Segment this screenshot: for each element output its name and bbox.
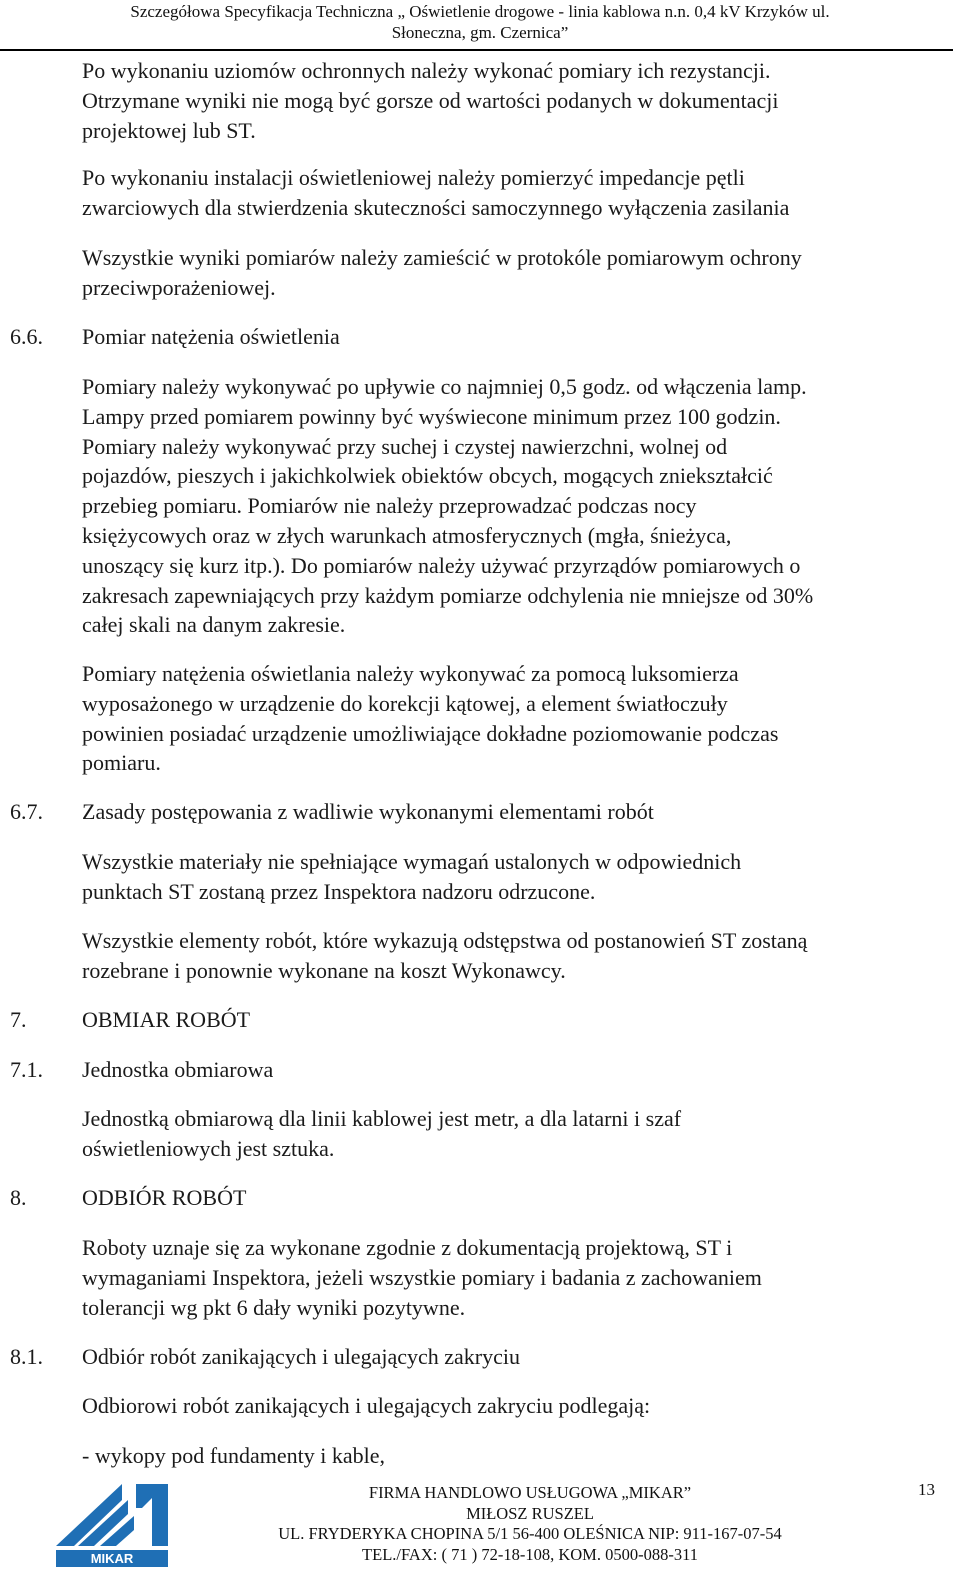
paragraph-odbior: Roboty uznaje się za wykonane zgodnie z dokumentacją projektową, ST i wymaganiami Inspektora, jeżeli wszystkie pomiary i badania z zachowaniem tolerancji wg pkt 6 dały wyniki pozytywne. <box>82 1235 762 1320</box>
paragraph-jednostka: Jednostką obmiarową dla linii kablowej jest metr, a dla latarni i szaf oświetleniowych jest sztuka. <box>82 1106 682 1161</box>
section-number-7: 7. <box>10 1007 27 1032</box>
section-title-7-1: Jednostka obmiarowa <box>82 1057 274 1082</box>
section-title-8-1: Odbiór robót zanikających i ulegających zakryciu <box>82 1344 520 1369</box>
footer-owner: MIŁOSZ RUSZEL <box>466 1503 594 1523</box>
page-header <box>0 0 960 52</box>
footer-company-name: FIRMA HANDLOWO USŁUGOWA „MIKAR” <box>368 1483 692 1502</box>
footer-phone: TEL./FAX: ( 71 ) 72-18-108, KOM. 0500-088-311 <box>362 1544 698 1564</box>
paragraph-protokol: Wszystkie wyniki pomiarów należy zamieścić w protokóle pomiarowym ochrony przeciwporażeniowej. <box>82 245 802 300</box>
list-item: - wykopy pod fundamenty i kable, <box>82 1443 386 1468</box>
page-number: 13 <box>918 1480 935 1499</box>
paragraph-materialy: Wszystkie materiały nie spełniające wymagań ustalonych w odpowiednich punktach ST zostaną przez Inspektora nadzoru odrzucone. <box>82 849 742 904</box>
section-title-6-7: Zasady postępowania z wadliwie wykonanymi elementami robót <box>82 799 654 824</box>
section-number-8: 8. <box>10 1185 27 1210</box>
section-number-7-1: 7.1. <box>10 1057 43 1082</box>
paragraph-elementy: Wszystkie elementy robót, które wykazują odstępstwa od postanowień ST zostaną rozebrane i ponownie wykonane na koszt Wykonawcy. <box>82 928 808 983</box>
section-title-6-6: Pomiar natężenia oświetlenia <box>82 324 340 349</box>
footer-company-info <box>180 1483 880 1565</box>
section-title-7: OBMIAR ROBÓT <box>82 1007 251 1032</box>
mikar-logo-icon <box>52 1480 176 1569</box>
page-footer <box>0 1480 960 1579</box>
section-number-6-6: 6.6. <box>10 324 43 349</box>
paragraph-pomiary-warunki: Pomiary należy wykonywać po upływie co najmniej 0,5 godz. od włączenia lamp. Lampy przed pomiarem powinny być wyświecone minimum przez 100 godzin. Pomiary należy wykonywać przy suchej i czystej nawierzchni, wolnej od pojazdów, pieszych i jakichkolwiek obiektów obcych, mogących zniekształcić przebieg pomiaru. Pomiarów nie należy przeprowadzać podczas nocy księżycowych oraz w złych warunkach atmosferycznych (mgła, śnieżyca, unoszący się kurz itp.). Do pomiarów należy używać przyrządów pomiarowych o zakresach zapewniających przy każdym pomiarze odchylenia nie mniejsze od 30% całej skali na danym zakresie. <box>82 374 814 638</box>
logo-wordmark: MIKAR <box>90 1551 134 1566</box>
footer-address: UL. FRYDERYKA CHOPINA 5/1 56-400 OLEŚNICA NIP: 911-167-07-54 <box>278 1524 782 1543</box>
paragraph-luksomierz: Pomiary natężenia oświetlania należy wykonywać za pomocą luksomierza wyposażonego w urządzenie do korekcji kątowej, a element światłoczuły powinien posiadać urządzenie umożliwiające dokładne poziomowanie podczas pomiaru. <box>82 661 779 776</box>
section-number-6-7: 6.7. <box>10 799 43 824</box>
header-divider <box>0 49 953 51</box>
paragraph-uziomy: Po wykonaniu uziomów ochronnych należy wykonać pomiary ich rezystancji. Otrzymane wyniki nie mogą być gorsze od wartości podanych w dokumentacji projektowej lub ST. <box>82 58 779 143</box>
header-title-line1: Szczegółowa Specyfikacja Techniczna „ Oświetlenie drogowe - linia kablowa n.n. 0,4 kV Krzyków ul. <box>130 2 830 21</box>
paragraph-impedancje: Po wykonaniu instalacji oświetleniowej należy pomierzyć impedancje pętli zwarciowych dla stwierdzenia skuteczności samoczynnego wyłączenia zasilania <box>82 165 790 220</box>
section-number-8-1: 8.1. <box>10 1344 43 1369</box>
section-title-8: ODBIÓR ROBÓT <box>82 1185 247 1210</box>
paragraph-odbior-zanikajacych: Odbiorowi robót zanikających i ulegających zakryciu podlegają: <box>82 1393 651 1418</box>
header-title-line2: Słoneczna, gm. Czernica” <box>391 23 569 42</box>
